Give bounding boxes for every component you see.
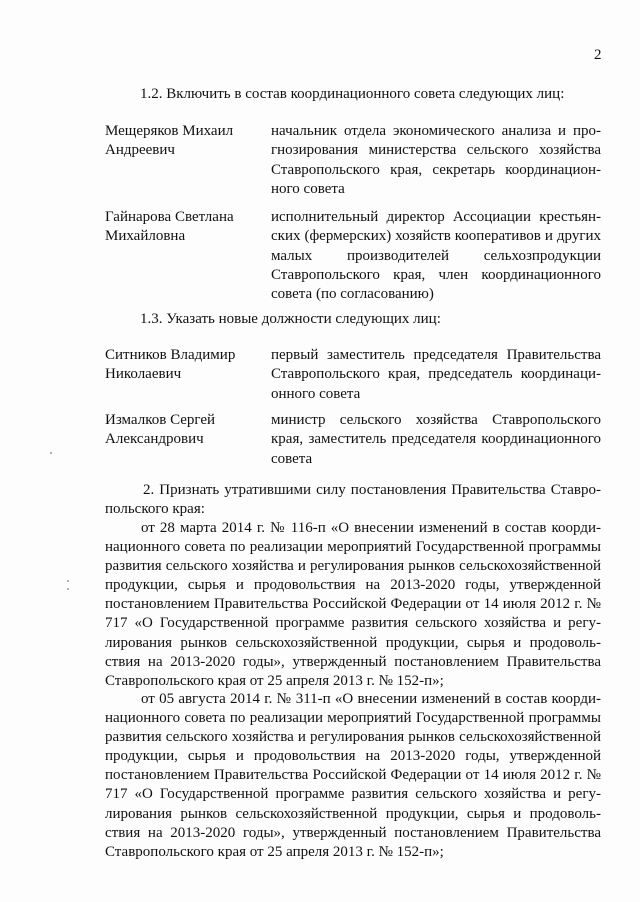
page-number: 2 xyxy=(594,47,602,63)
scan-speck xyxy=(67,580,69,582)
repealed-resolution-116-p: от 28 марта 2014 г. № 116-п «О внесении изменений в состав координационного совета по реализации мероприятий Государственной программы развития сельского хозяйства и регулирования рынков сельскохозяйственной продукции, сырья и продовольствия на 2013-2020 годы, утвержденной постановлением Правительства Российской Федерации от 14 июля 2012 г. № 717 «О Государственной программе развития сельского хозяйства и регулирования рынков сельскохозяйственной продукции, сырья и продовольствия на 2013-2020 годы», утвержденный постановлением Правительства Ставропольского края от 25 апреля 2013 г. № 152-п»; xyxy=(105,520,601,689)
section-1-2-heading: 1.2. Включить в состав координационного совета следующих лиц: xyxy=(140,86,565,102)
section-2-intro: 2. Признать утратившими силу постановления Правительства Ставропольского края: xyxy=(105,482,601,518)
person-role-gaynarova: исполнительный директор Ассоциации крестьянских (фермерских) хозяйств кооперативов и других малых производителей сельхозпродукции Ставропольского края, член координационного совета (по согласованию) xyxy=(271,209,601,303)
person-name-meshcheryakov: Мещеряков Михаил Андреевич xyxy=(105,123,234,159)
person-name-sitnikov: Ситников Владимир Николаевич xyxy=(105,347,236,383)
repealed-resolution-311-p: от 05 августа 2014 г. № 311-п «О внесении изменений в состав координационного совета по реализации мероприятий Государственной программы развития сельского хозяйства и регулирования рынков сельскохозяйственной продукции, сырья и продовольствия на 2013-2020 годы, утвержденной постановлением Правительства Российской Федерации от 14 июля 2012 г. № 717 «О Государственной программе развития сельского хозяйства и регулирования рынков сельскохозяйственной продукции, сырья и продовольствия на 2013-2020 годы», утвержденный постановлением Правительства Ставропольского края от 25 апреля 2013 г. № 152-п»; xyxy=(105,691,601,860)
person-role-izmalkov: министр сельского хозяйства Ставропольского края, заместитель председателя координационного совета xyxy=(271,412,601,467)
person-role-meshcheryakov: начальник отдела экономического анализа и прогнозирования министерства сельского хозяйства Ставропольского края, секретарь координационного совета xyxy=(271,123,601,197)
scan-speck xyxy=(67,588,69,590)
section-1-3-heading: 1.3. Указать новые должности следующих лиц: xyxy=(140,311,441,327)
scan-speck xyxy=(50,452,52,454)
person-role-sitnikov: первый заместитель председателя Правительства Ставропольского края, председатель координационного совета xyxy=(271,347,601,402)
person-name-gaynarova: Гайнарова Светлана Михайловна xyxy=(105,209,234,245)
person-name-izmalkov: Измалков Сергей Александрович xyxy=(105,412,216,448)
